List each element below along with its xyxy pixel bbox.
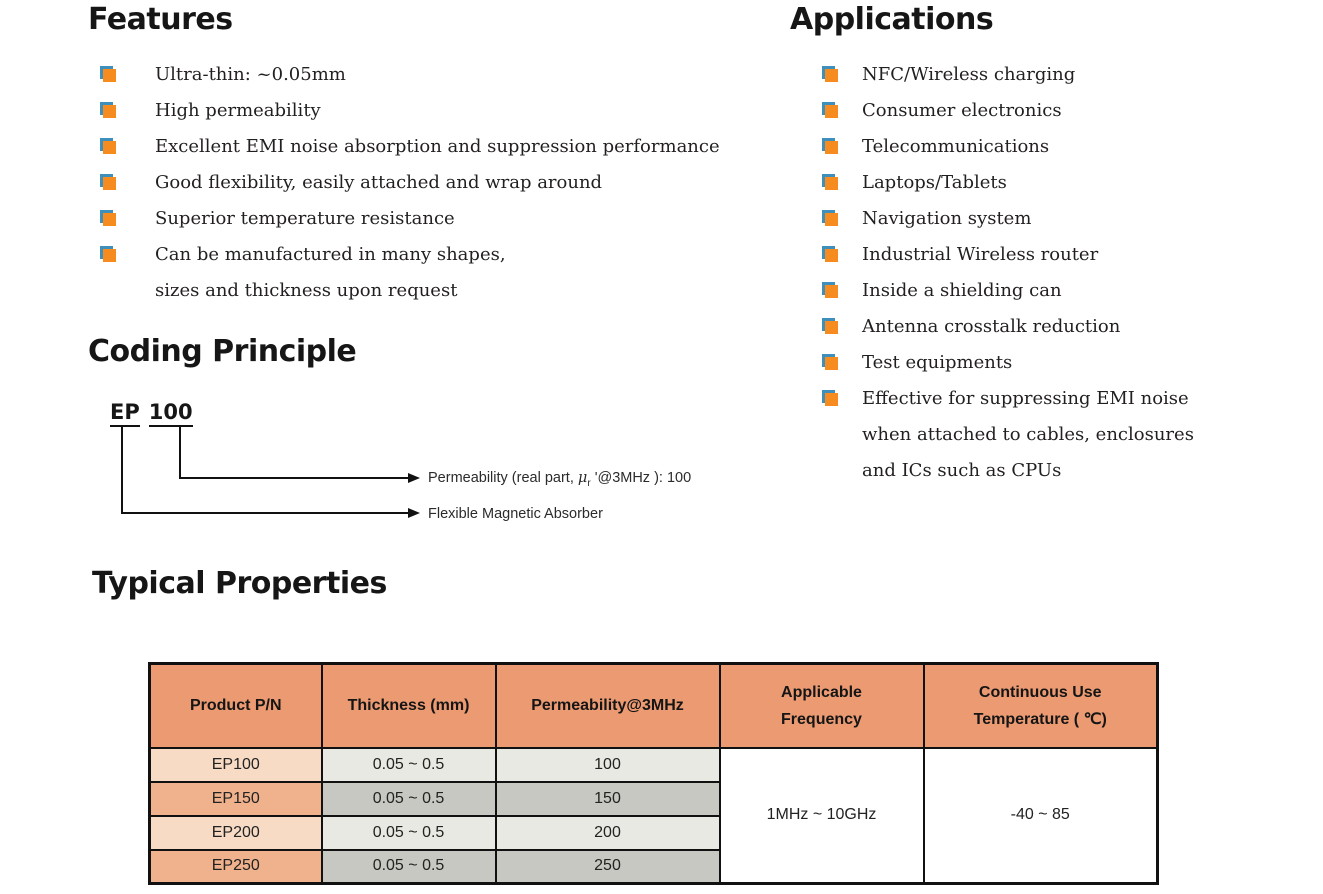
table-row bbox=[150, 748, 1158, 782]
cell-thickness: 0.05 ~ 0.5 bbox=[322, 850, 496, 884]
list-item-continuation bbox=[822, 416, 1194, 452]
list-item-text: Excellent EMI noise absorption and suppression performance bbox=[155, 135, 720, 157]
coding-principle-title: Coding Principle bbox=[88, 334, 357, 369]
list-item bbox=[100, 236, 720, 272]
features-title: Features bbox=[88, 2, 233, 37]
list-item-text: Ultra-thin: ~0.05mm bbox=[155, 63, 346, 85]
square-bullet-icon bbox=[822, 66, 839, 83]
permeability-label-suffix: '@3MHz ): 100 bbox=[590, 470, 692, 486]
list-item bbox=[822, 56, 1194, 92]
list-item-continuation bbox=[100, 272, 720, 308]
list-item bbox=[822, 236, 1194, 272]
code-prefix: EP bbox=[110, 400, 140, 427]
list-item bbox=[822, 92, 1194, 128]
list-item-text: High permeability bbox=[155, 99, 321, 121]
cell-applicable-frequency: 1MHz ~ 10GHz bbox=[720, 748, 924, 884]
list-item-text: Effective for suppressing EMI noise bbox=[862, 387, 1189, 409]
list-item bbox=[100, 164, 720, 200]
connector-line-horizontal-permeability bbox=[179, 477, 408, 479]
square-bullet-icon bbox=[822, 138, 839, 155]
mu-subscript: r bbox=[587, 477, 591, 489]
header-permeability: Permeability@3MHz bbox=[496, 664, 720, 748]
list-item-text: Can be manufactured in many shapes, bbox=[155, 243, 506, 265]
list-item-text: and ICs such as CPUs bbox=[862, 459, 1062, 481]
square-bullet-icon bbox=[100, 66, 117, 83]
list-item-text: Consumer electronics bbox=[862, 99, 1062, 121]
square-bullet-icon bbox=[822, 246, 839, 263]
code-number: 100 bbox=[149, 400, 193, 427]
applications-list bbox=[822, 56, 1194, 488]
list-item-text: Navigation system bbox=[862, 207, 1032, 229]
list-item-text: sizes and thickness upon request bbox=[155, 279, 458, 301]
square-bullet-icon bbox=[822, 282, 839, 299]
list-item bbox=[822, 272, 1194, 308]
header-product-pn: Product P/N bbox=[150, 664, 322, 748]
list-item bbox=[822, 380, 1194, 416]
features-list bbox=[100, 56, 720, 308]
connector-line-vertical-ep bbox=[121, 427, 123, 514]
cell-permeability: 150 bbox=[496, 782, 720, 816]
arrow-right-icon bbox=[408, 508, 420, 518]
square-bullet-icon bbox=[822, 102, 839, 119]
list-item-text: Good flexibility, easily attached and wrap around bbox=[155, 171, 603, 193]
list-item bbox=[100, 200, 720, 236]
list-item-continuation bbox=[822, 452, 1194, 488]
list-item bbox=[822, 344, 1194, 380]
square-bullet-icon bbox=[822, 390, 839, 407]
list-item bbox=[822, 200, 1194, 236]
list-item bbox=[100, 128, 720, 164]
square-bullet-icon bbox=[822, 210, 839, 227]
list-item-text: Inside a shielding can bbox=[862, 279, 1062, 301]
square-bullet-icon bbox=[100, 246, 117, 263]
header-applicable-frequency: Applicable Frequency bbox=[720, 664, 924, 748]
list-item bbox=[100, 56, 720, 92]
cell-pn: EP250 bbox=[150, 850, 322, 884]
cell-thickness: 0.05 ~ 0.5 bbox=[322, 816, 496, 850]
square-bullet-icon bbox=[822, 354, 839, 371]
list-item-text: Telecommunications bbox=[862, 135, 1050, 157]
square-bullet-icon bbox=[822, 318, 839, 335]
cell-pn: EP150 bbox=[150, 782, 322, 816]
square-bullet-icon bbox=[100, 174, 117, 191]
connector-line-vertical-100 bbox=[179, 427, 181, 478]
list-item-text: Superior temperature resistance bbox=[155, 207, 455, 229]
absorber-label: Flexible Magnetic Absorber bbox=[428, 506, 603, 522]
typical-properties-title: Typical Properties bbox=[92, 566, 387, 601]
list-item-text: Laptops/Tablets bbox=[862, 171, 1007, 193]
permeability-label bbox=[428, 470, 691, 489]
list-item bbox=[822, 128, 1194, 164]
header-thickness: Thickness (mm) bbox=[322, 664, 496, 748]
cell-thickness: 0.05 ~ 0.5 bbox=[322, 782, 496, 816]
cell-pn: EP200 bbox=[150, 816, 322, 850]
list-item bbox=[822, 308, 1194, 344]
list-item bbox=[822, 164, 1194, 200]
connector-line-horizontal-absorber bbox=[121, 512, 408, 514]
cell-permeability: 200 bbox=[496, 816, 720, 850]
square-bullet-icon bbox=[100, 210, 117, 227]
cell-thickness: 0.05 ~ 0.5 bbox=[322, 748, 496, 782]
cell-pn: EP100 bbox=[150, 748, 322, 782]
cell-permeability: 100 bbox=[496, 748, 720, 782]
permeability-label-prefix: Permeability (real part, bbox=[428, 470, 578, 486]
product-code bbox=[110, 400, 193, 427]
list-item-text: Industrial Wireless router bbox=[862, 243, 1099, 265]
list-item-text: when attached to cables, enclosures bbox=[862, 423, 1194, 445]
list-item-text: Antenna crosstalk reduction bbox=[862, 315, 1121, 337]
square-bullet-icon bbox=[100, 138, 117, 155]
cell-permeability: 250 bbox=[496, 850, 720, 884]
square-bullet-icon bbox=[822, 174, 839, 191]
mu-symbol: μ bbox=[577, 470, 588, 486]
list-item bbox=[100, 92, 720, 128]
list-item-text: NFC/Wireless charging bbox=[862, 63, 1076, 85]
header-continuous-use-temperature: Continuous Use Temperature ( ℃) bbox=[924, 664, 1158, 748]
typical-properties-table bbox=[148, 662, 1159, 885]
list-item-text: Test equipments bbox=[862, 351, 1013, 373]
cell-continuous-use-temperature: -40 ~ 85 bbox=[924, 748, 1158, 884]
applications-title: Applications bbox=[790, 2, 994, 37]
table-header-row bbox=[150, 664, 1158, 748]
arrow-right-icon bbox=[408, 473, 420, 483]
square-bullet-icon bbox=[100, 102, 117, 119]
